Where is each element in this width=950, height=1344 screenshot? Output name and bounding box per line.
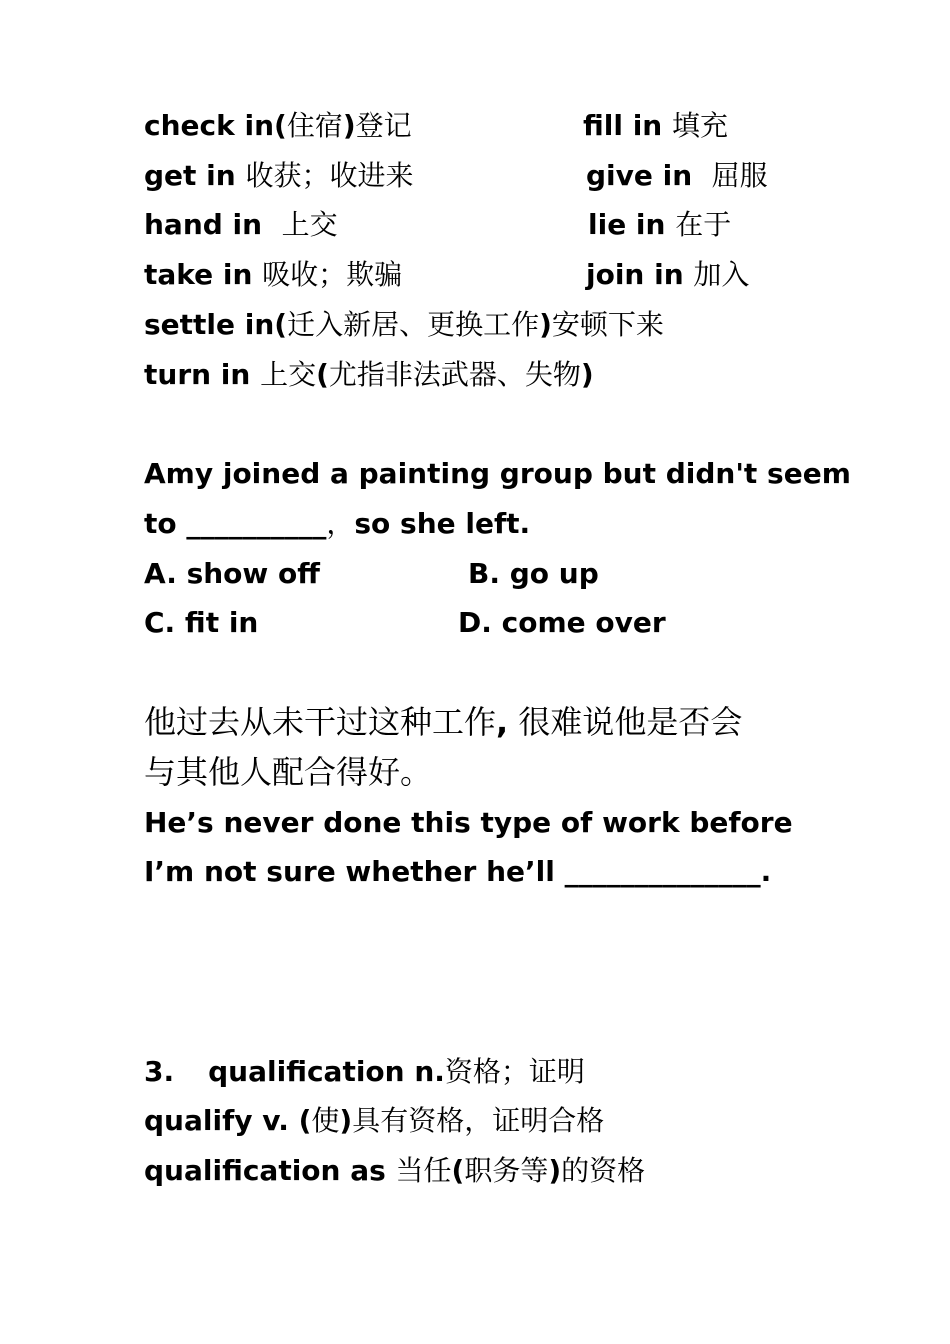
- phrase-en: take in: [144, 258, 263, 291]
- phrase-en: hand in: [144, 208, 282, 241]
- cn-text: 的资格: [561, 1154, 646, 1187]
- section3-qualification-as: [144, 1151, 645, 1191]
- question2-en-line1: He’s never done this type of work before: [144, 806, 793, 839]
- phrase-en: ): [342, 109, 356, 142]
- phrase-cn: 收获；收进来: [245, 159, 414, 192]
- phrase-cn: 屈服: [711, 159, 768, 192]
- phrase-turn-in: [144, 355, 594, 395]
- phrase-fill-in: [583, 106, 728, 146]
- phrase-cn: 迁入新居、更换工作: [287, 308, 540, 341]
- phrase-cn: 上交: [281, 208, 338, 241]
- en-text: (: [451, 1154, 465, 1187]
- phrase-lie-in: [588, 205, 731, 245]
- section-number: 3.: [144, 1055, 175, 1088]
- phrase-en: settle in(: [144, 308, 288, 341]
- heading-cn: 资格；证明: [444, 1055, 585, 1088]
- phrase-join-in: [586, 255, 749, 295]
- phrase-cn: 上交: [260, 358, 317, 391]
- phrase-cn: 尤指非法武器、失物: [328, 358, 581, 391]
- phrase-en: get in: [144, 159, 246, 192]
- phrase-hand-in: [144, 205, 338, 245]
- section3-qualify: [144, 1101, 604, 1141]
- phrase-settle-in: [144, 305, 664, 345]
- phrase-cn: 吸收；欺骗: [262, 258, 403, 291]
- phrase-cn: 安顿下来: [551, 308, 664, 341]
- question2-cn-line1: [144, 702, 742, 742]
- option-b: B. go up: [468, 557, 599, 590]
- question1-line1: Amy joined a painting group but didn't seem: [144, 457, 851, 490]
- phrase-cn: 登记: [355, 109, 412, 142]
- phrase-take-in: [144, 255, 402, 295]
- cn-text: 具有资格，证明合格: [352, 1104, 605, 1137]
- question2-cn-line2: 与其他人配合得好。: [144, 753, 433, 791]
- comma: ,: [496, 703, 509, 741]
- phrase-cn: 加入: [693, 258, 750, 291]
- cn-text: 职务等: [464, 1154, 549, 1187]
- en-text: ): [339, 1104, 353, 1137]
- cn-text: 使: [311, 1104, 340, 1137]
- en-text: qualification as: [144, 1154, 396, 1187]
- phrase-en: check in(: [144, 109, 287, 142]
- heading-en: qualification n.: [208, 1055, 445, 1088]
- section3-heading: [144, 1052, 585, 1092]
- phrase-en: fill in: [583, 109, 672, 142]
- cn-text: 当任: [395, 1154, 452, 1187]
- phrase-en: ): [539, 308, 552, 341]
- phrase-en: give in: [586, 159, 712, 192]
- phrase-en: (: [316, 358, 329, 391]
- option-d: D. come over: [458, 606, 666, 639]
- question1-line2: [144, 504, 530, 544]
- en-text: qualify v. (: [144, 1104, 312, 1137]
- phrase-en: lie in: [588, 208, 676, 241]
- cn-text: 很难说他是否会: [508, 703, 743, 741]
- phrase-en: turn in: [144, 358, 261, 391]
- phrase-cn: 在于: [675, 208, 732, 241]
- phrase-check-in: [144, 106, 412, 146]
- phrase-give-in: [586, 156, 768, 196]
- phrase-en: ): [580, 358, 594, 391]
- option-c: C. fit in: [144, 606, 259, 639]
- question1-blank-text: to __________: [144, 507, 327, 540]
- question1-tail: so she left.: [354, 507, 531, 540]
- phrase-cn: 住宿: [286, 109, 343, 142]
- phrase-get-in: [144, 156, 413, 196]
- comma: ，: [326, 507, 355, 540]
- question2-en-line2: I’m not sure whether he’ll ______________.: [144, 855, 772, 888]
- en-text: ): [548, 1154, 562, 1187]
- option-a: A. show off: [144, 557, 320, 590]
- cn-text: 他过去从未干过这种工作: [144, 703, 497, 741]
- phrase-cn: 填充: [671, 109, 728, 142]
- phrase-en: join in: [586, 258, 694, 291]
